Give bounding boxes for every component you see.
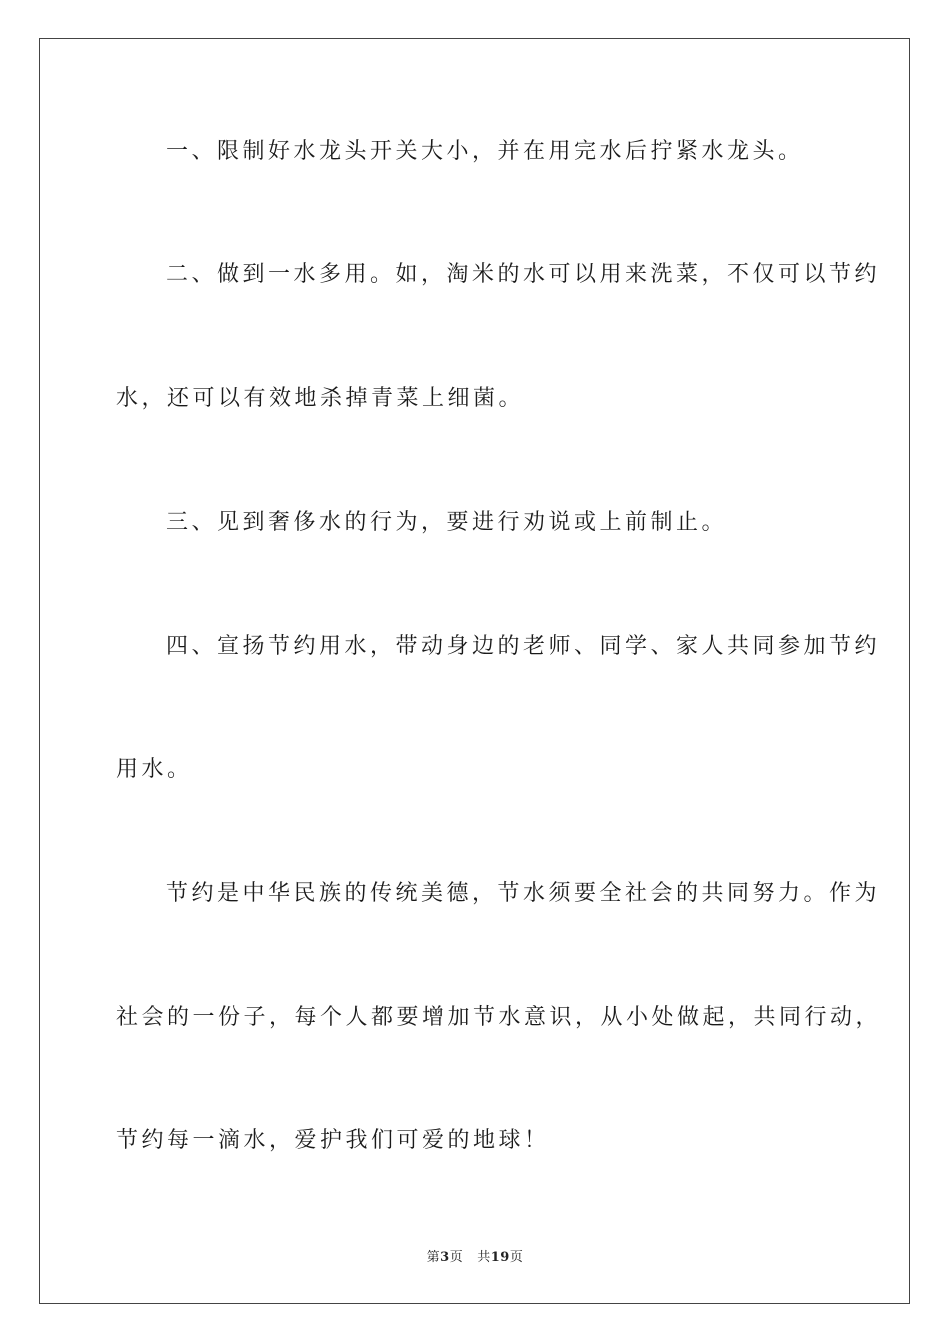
paragraph-line-6: 用水。 (116, 757, 193, 782)
page-suffix: 页 (449, 1250, 464, 1265)
paragraph-line-2: 二、做到一水多用。如，淘米的水可以用来洗菜，不仅可以节约 (166, 262, 881, 287)
paragraph-line-7: 节约是中华民族的传统美德，节水须要全社会的共同努力。作为 (166, 881, 881, 906)
paragraph-line-9: 节约每一滴水，爱护我们可爱的地球！ (116, 1128, 550, 1153)
paragraph-line-5: 四、宣扬节约用水，带动身边的老师、同学、家人共同参加节约 (166, 634, 881, 659)
paragraph-line-3: 水，还可以有效地杀掉青菜上细菌。 (116, 386, 525, 411)
paragraph-line-4: 三、见到奢侈水的行为，要进行劝说或上前制止。 (166, 510, 728, 535)
page-number: 3 (440, 1250, 450, 1265)
page-frame (39, 38, 910, 1304)
page-prefix: 第 (426, 1250, 441, 1265)
total-suffix: 页 (509, 1250, 524, 1265)
total-pages: 19 (490, 1250, 510, 1265)
paragraph-line-8: 社会的一份子，每个人都要增加节水意识，从小处做起，共同行动， (116, 1005, 882, 1030)
page-footer (0, 1246, 950, 1265)
total-prefix: 共 (477, 1250, 491, 1265)
paragraph-line-1: 一、限制好水龙头开关大小，并在用完水后拧紧水龙头。 (166, 139, 804, 164)
